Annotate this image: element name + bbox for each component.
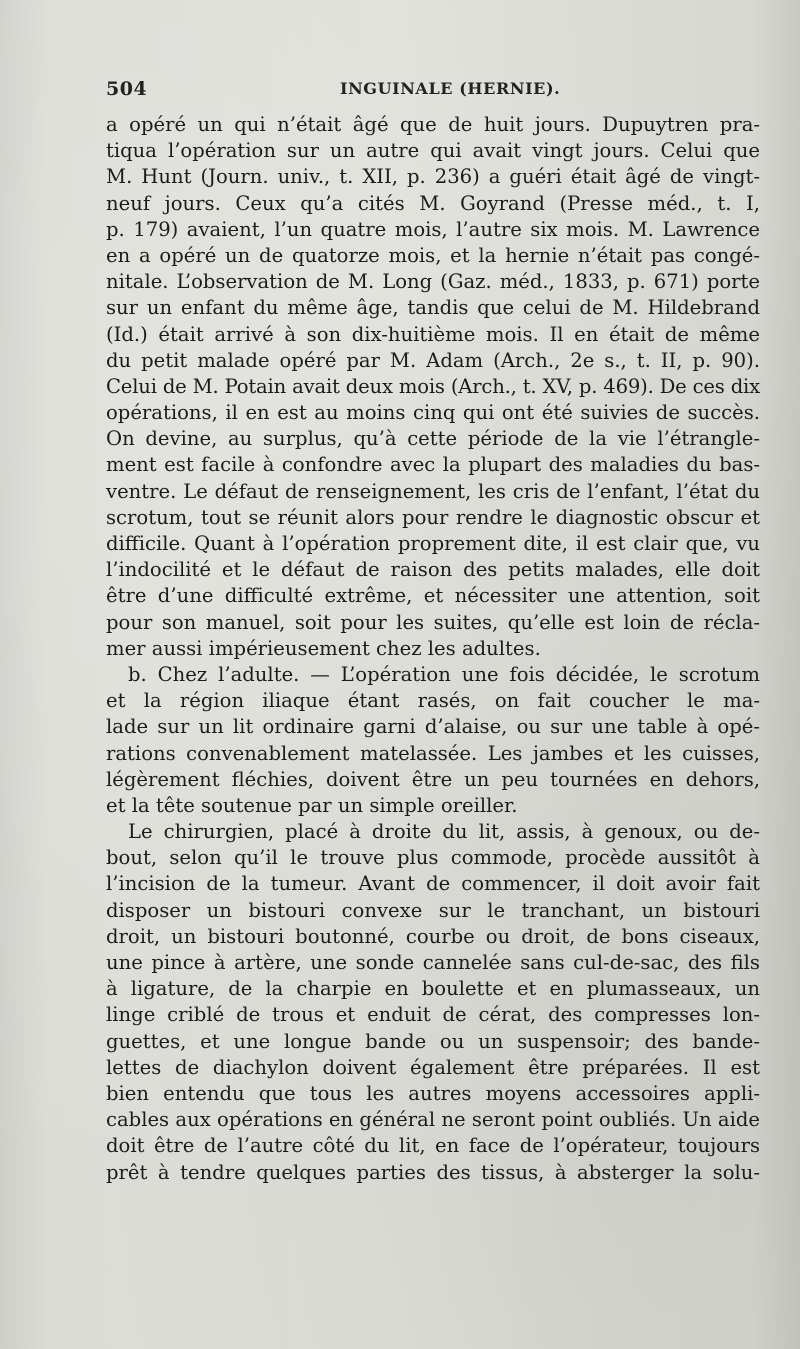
text-line: linge criblé de trous et enduit de cérat, des compresses lon- <box>106 1003 760 1027</box>
text-line: en a opéré un de quatorze mois, et la hernie n’était pas congé- <box>106 243 760 267</box>
text-line: l’indocilité et le défaut de raison des petits malades, elle doit <box>106 558 760 582</box>
text-line: tiqua l’opération sur un autre qui avait vingt jours. Celui que <box>106 139 760 163</box>
text-line: sur un enfant du même âge, tandis que celui de M. Hildebrand <box>106 296 760 320</box>
text-line: p. 179) avaient, l’un quatre mois, l’autre six mois. M. Lawrence <box>106 217 760 241</box>
text-line: légèrement fléchies, doivent être un peu tournées en dehors, <box>106 767 760 791</box>
text-line: lettes de diachylon doivent également être préparées. Il est <box>106 1055 760 1079</box>
text-line: une pince à artère, une sonde cannelée sans cul-de-sac, des fils <box>106 951 760 974</box>
text-line: scrotum, tout se réunit alors pour rendre le diagnostic obscur et <box>106 505 760 529</box>
text-line: nitale. L’observation de M. Long (Gaz. méd., 1833, p. 671) porte <box>106 270 760 294</box>
running-head: INGUINALE (HERNIE). <box>340 79 561 98</box>
text-line: On devine, au surplus, qu’à cette période de la vie l’étrangle- <box>106 427 760 451</box>
text-line: M. Hunt (Journ. univ., t. XII, p. 236) a guéri était âgé de vingt- <box>106 165 760 189</box>
text-line: et la région iliaque étant rasés, on fait coucher le ma- <box>106 689 760 713</box>
text-line: guettes, et une longue bande ou un suspensoir; des bande- <box>106 1029 760 1053</box>
page-header <box>106 78 766 106</box>
text-line: bien entendu que tous les autres moyens accessoires appli- <box>106 1081 760 1105</box>
text-line: du petit malade opéré par M. Adam (Arch., 2e s., t. II, p. 90). <box>106 348 760 372</box>
text-line: mer aussi impérieusement chez les adultes. <box>106 636 541 660</box>
page-number: 504 <box>106 78 148 100</box>
text-line: lade sur un lit ordinaire garni d’alaise, ou sur une table à opé- <box>106 715 760 739</box>
text-line: et la tête soutenue par un simple oreiller. <box>106 793 518 817</box>
text-line: bout, selon qu’il le trouve plus commode, procède aussitôt à <box>106 846 760 870</box>
text-line: l’incision de la tumeur. Avant de commencer, il doit avoir fait <box>106 872 760 896</box>
text-line: a opéré un qui n’était âgé que de huit jours. Dupuytren pra- <box>106 113 760 136</box>
text-line: droit, un bistouri boutonné, courbe ou droit, de bons ciseaux, <box>106 924 760 948</box>
text-line: prêt à tendre quelques parties des tissus, à absterger la solu- <box>106 1160 760 1184</box>
text-line: cables aux opérations en général ne seront point oubliés. Un aide <box>106 1108 760 1132</box>
text-line: opérations, il en est au moins cinq qui ont été suivies de succès. <box>106 401 760 425</box>
text-line: ment est facile à confondre avec la plupart des maladies du bas- <box>106 453 760 477</box>
text-line: doit être de l’autre côté du lit, en face de l’opérateur, toujours <box>106 1134 760 1158</box>
text-line: Celui de M. Potain avait deux mois (Arch., t. XV, p. 469). De ces dix <box>106 374 760 398</box>
text-line: pour son manuel, soit pour les suites, qu’elle est loin de récla- <box>106 610 760 634</box>
text-line: (Id.) était arrivé à son dix-huitième mois. Il en était de même <box>106 322 760 346</box>
body-text <box>106 112 760 1186</box>
text-line: Le chirurgien, placé à droite du lit, assis, à genoux, ou de- <box>128 820 760 844</box>
text-line: disposer un bistouri convexe sur le tranchant, un bistouri <box>106 898 760 922</box>
text-line: ventre. Le défaut de renseignement, les cris de l’enfant, l’état du <box>106 479 760 503</box>
text-line: être d’une difficulté extrême, et nécessiter une attention, soit <box>106 584 760 608</box>
text-line: à ligature, de la charpie en boulette et en plumasseaux, un <box>106 977 760 1001</box>
text-line: rations convenablement matelassée. Les jambes et les cuisses, <box>106 741 760 765</box>
text-line: neuf jours. Ceux qu’a cités M. Goyrand (Presse méd., t. I, <box>106 191 760 215</box>
text-line: difficile. Quant à l’opération proprement dite, il est clair que, vu <box>106 532 760 555</box>
text-line: b. Chez l’adulte. — L’opération une fois décidée, le scrotum <box>128 662 760 686</box>
